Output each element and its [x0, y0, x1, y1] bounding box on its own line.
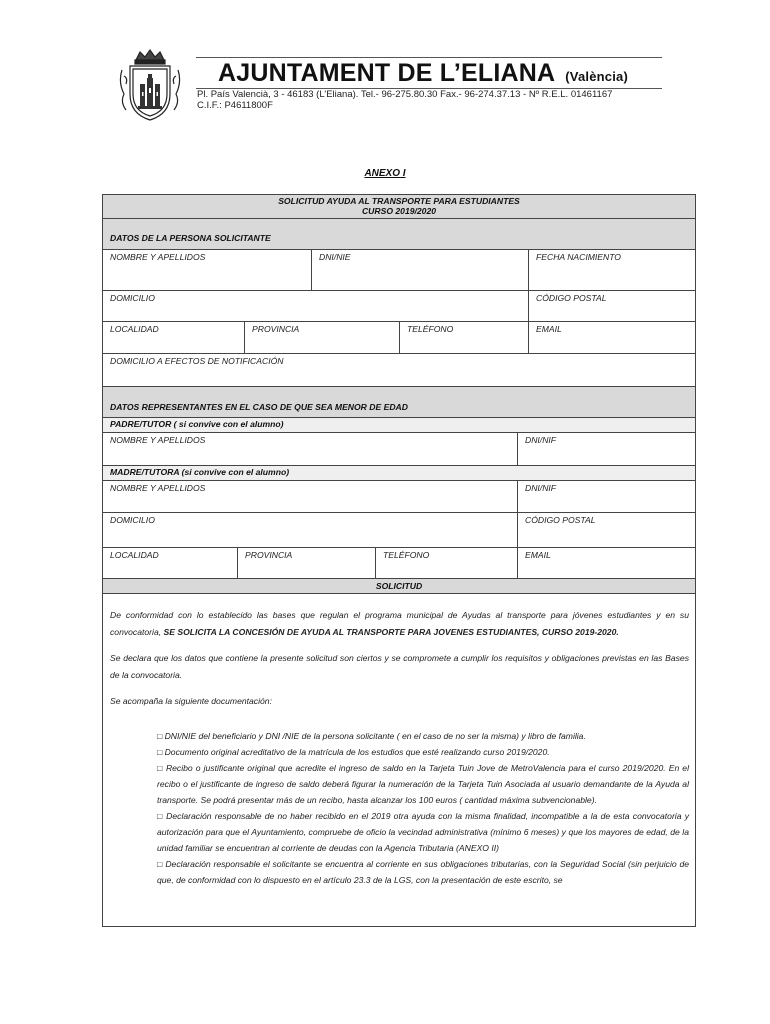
checklist-item[interactable]: □ Declaración responsable el solicitante se encuentra al corriente en sus obligaciones tributarias, con la Seguridad Social (sin perjuicio de que, de conformidad con lo dispuesto en el artículo 23.3 de la LGS, con la presentación de este escrito, se [157, 859, 689, 885]
municipal-coat-of-arms-logo [118, 48, 182, 126]
field-label: CÓDIGO POSTAL [536, 293, 607, 303]
applicant-address-field[interactable] [103, 291, 528, 321]
field-label: PROVINCIA [245, 550, 293, 560]
field-label: NOMBRE Y APELLIDOS [110, 435, 206, 445]
application-form [102, 194, 696, 927]
notification-address-field[interactable] [103, 354, 695, 386]
applicant-section-heading: DATOS DE LA PERSONA SOLICITANTE [110, 233, 271, 243]
applicant-section-row [103, 218, 695, 249]
father-row [103, 432, 695, 465]
header-rule-top [196, 57, 662, 58]
applicant-phone-field[interactable] [399, 322, 528, 353]
field-label: FECHA NACIMIENTO [536, 252, 621, 262]
form-course-line: CURSO 2019/2020 [361, 206, 437, 216]
mother-name-field[interactable] [103, 481, 517, 512]
tax-id-line: C.I.F.: P4611800F [197, 100, 273, 111]
representative-address-field[interactable] [103, 513, 517, 547]
representative-location-row [103, 547, 695, 578]
representative-phone-field[interactable] [375, 548, 517, 578]
mother-header-row [103, 465, 695, 480]
request-section-heading: SOLICITUD [375, 581, 423, 591]
applicant-row-location [103, 321, 695, 353]
representative-town-field[interactable] [103, 548, 237, 578]
representative-email-field[interactable] [517, 548, 695, 578]
checklist-item[interactable]: □ Declaración responsable de no haber recibido en el 2019 otra ayuda con la misma finalidad, incompatible a la de esta convocatoria y autorización para que el Ayuntamiento, compruebe de oficio la vecindad administrativa (mínimo 6 meses) y que los mayores de edad, de la unidad familiar se encuentran al corriente de deudas con la Agencia Tributaria (ANEXO II) [157, 811, 689, 853]
applicant-row-address [103, 290, 695, 321]
applicant-row-name [103, 249, 695, 290]
field-label: DNI/NIE [319, 252, 351, 262]
father-header: PADRE/TUTOR ( si convive con el alumno) [110, 419, 284, 429]
documentation-intro: Se acompaña la siguiente documentación: [110, 696, 272, 706]
header-address [197, 89, 612, 111]
representative-address-row [103, 512, 695, 547]
declaration-paragraph: Se declara que los datos que contiene la presente solicitud son ciertos y se compromete a cumplir los requisitos y obligaciones previstas en las Bases de la convocatoria. [110, 653, 689, 680]
field-label: TELÉFONO [407, 324, 454, 334]
request-paragraph [110, 607, 689, 641]
father-header-row [103, 417, 695, 432]
applicant-birthdate-field[interactable] [528, 250, 695, 290]
representative-province-field[interactable] [237, 548, 375, 578]
applicant-dni-field[interactable] [311, 250, 528, 290]
form-title-line: SOLICITUD AYUDA AL TRANSPORTE PARA ESTUDIANTES [278, 196, 520, 206]
father-name-field[interactable] [103, 433, 517, 465]
municipality-name: AJUNTAMENT DE L’ELIANA [218, 59, 556, 87]
mother-header: MADRE/TUTORA (si convive con el alumno) [110, 467, 290, 477]
representatives-section-row [103, 386, 695, 417]
field-label: DOMICILIO A EFECTOS DE NOTIFICACIÓN [110, 356, 284, 366]
field-label: LOCALIDAD [110, 550, 159, 560]
documentation-checklist [157, 728, 689, 888]
field-label: CÓDIGO POSTAL [525, 515, 596, 525]
form-title [103, 195, 695, 216]
representatives-section-heading: DATOS REPRESENTANTES EN EL CASO DE QUE SEA MENOR DE EDAD [110, 402, 408, 412]
father-dni-field[interactable] [517, 433, 695, 465]
request-statement: SE SOLICITA LA CONCESIÓN DE AYUDA AL TRANSPORTE PARA JOVENES ESTUDIANTES, CURSO 2019-2020. [163, 627, 619, 637]
applicant-town-field[interactable] [103, 322, 244, 353]
field-label: EMAIL [536, 324, 562, 334]
request-body [103, 593, 695, 888]
field-label: DOMICILIO [110, 293, 155, 303]
field-label: PROVINCIA [252, 324, 300, 334]
mother-dni-field[interactable] [517, 481, 695, 512]
field-label: TELÉFONO [383, 550, 430, 560]
applicant-postal-code-field[interactable] [528, 291, 695, 321]
mother-row [103, 480, 695, 512]
checklist-item[interactable]: □ DNI/NIE del beneficiario y DNI /NIE de la persona solicitante ( en el caso de no ser la misma) y libro de familia. [157, 731, 586, 741]
checklist-item[interactable]: □ Documento original acreditativo de la matrícula de los estudios que esté realizando curso 2019/2020. [157, 747, 550, 757]
municipality-title [218, 59, 628, 88]
applicant-email-field[interactable] [528, 322, 695, 353]
address-line: Pl. País Valencià, 3 - 46183 (L’Eliana). Tel.- 96-275.80.30 Fax.- 96-274.37.13 - Nº R.E.L. 01461167 [197, 89, 613, 100]
field-label: DNI/NIF [525, 483, 557, 493]
field-label: NOMBRE Y APELLIDOS [110, 252, 206, 262]
field-label: NOMBRE Y APELLIDOS [110, 483, 206, 493]
field-label: LOCALIDAD [110, 324, 159, 334]
field-label: DOMICILIO [110, 515, 155, 525]
request-paragraph-text: De conformidad con lo establecido las bases que regulan el programa municipal de Ayudas al transporte para jóvenes estudiantes y en su convocatoria, [110, 610, 689, 637]
field-label: EMAIL [525, 550, 551, 560]
checklist-item[interactable]: □ Recibo o justificante original que acredite el ingreso de saldo en la Tarjeta Tuin Jove de MetroValencia para el curso 2019/2020. En el recibo o el justificante de ingreso de saldo deberá figurar la numeración de la Tarjeta Tuin Asociada al usuario demandante de la Ayuda al transporte. Se podrá presentar más de un recibo, hasta alcanzar los 100 euros ( cantidad máxima subvencionable). [157, 763, 689, 805]
representative-postal-code-field[interactable] [517, 513, 695, 547]
applicant-province-field[interactable] [244, 322, 399, 353]
field-label: DNI/NIF [525, 435, 557, 445]
applicant-name-field[interactable] [103, 250, 311, 290]
form-title-row [103, 195, 695, 218]
applicant-row-notification [103, 353, 695, 386]
annex-title: ANEXO I [364, 168, 406, 179]
region-label: (València) [565, 69, 628, 84]
request-section-row [103, 578, 695, 594]
